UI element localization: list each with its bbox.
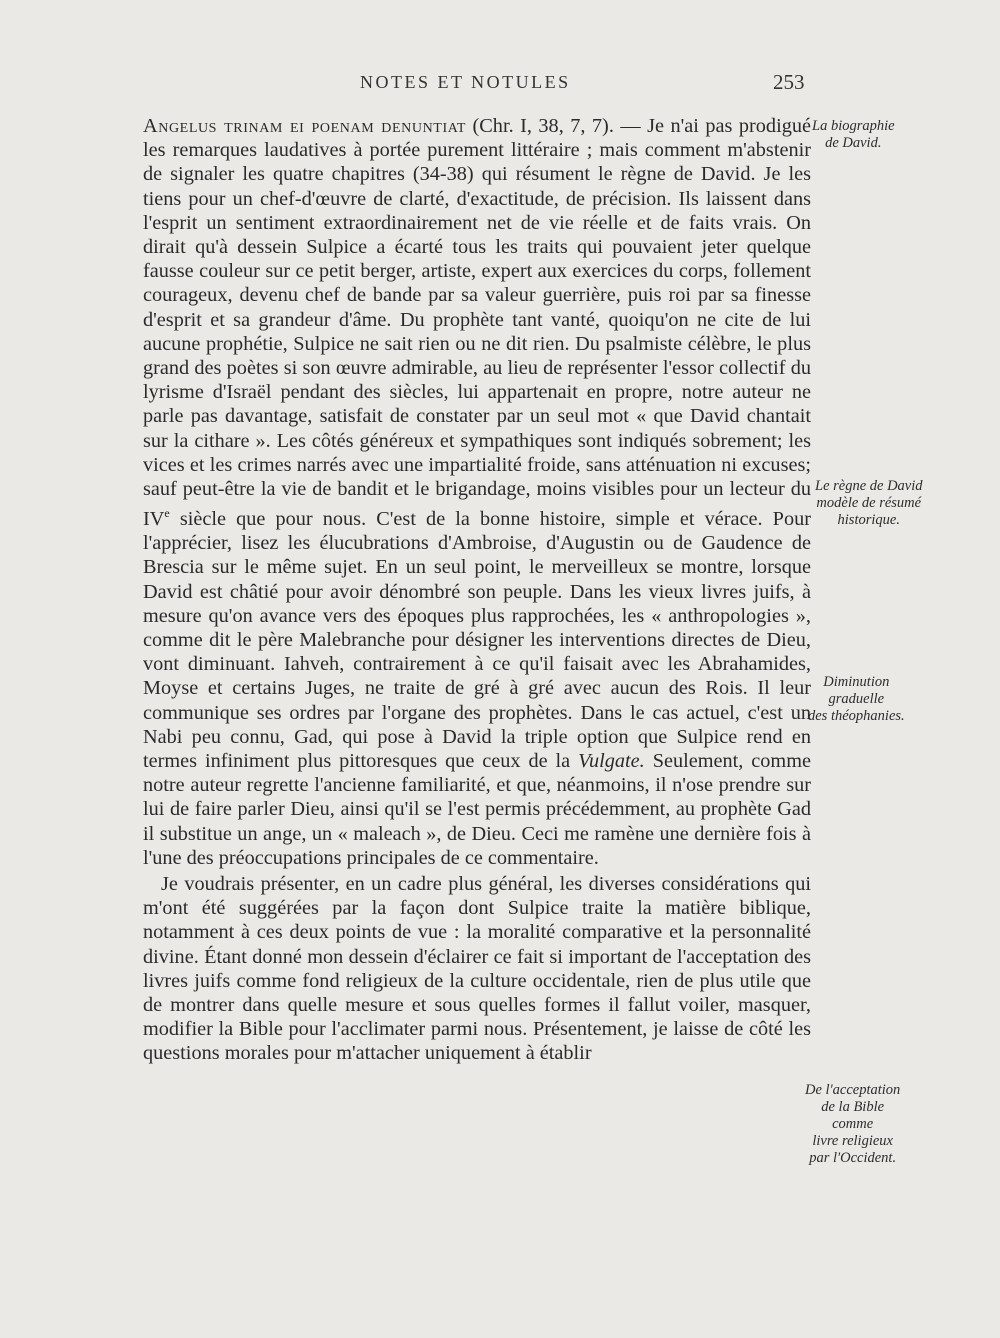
citation: (Chr. I, 38, 7, 7).: [472, 115, 614, 137]
margin-note-line: de David.: [825, 135, 882, 151]
vulgate-title: Vulgate.: [578, 750, 645, 773]
latin-lemma: Angelus trinam ei poenam denuntiat: [143, 115, 467, 137]
margin-note-acceptation: [805, 1082, 900, 1167]
margin-note-line: livre religieux: [812, 1133, 893, 1149]
paragraph-1-text-c: Seulement, comme notre auteur regrette l'ancienne familiarité, et que, néanmoins, il n'ose prendre sur lui de faire parler Dieu, ainsi qu'il se l'est permis précédemment, au prophète Gad il substitue un ange, un « maleach », de Dieu. Ceci me ramène une dernière fois à l'une des préoccupations principales de ce commentaire.: [143, 750, 811, 869]
paragraph-2: Je voudrais présenter, en un cadre plus général, les diverses considérations qui m'ont été suggérées par la façon dont Sulpice traite la matière biblique, notamment à ces deux points de vue : la moralité comparative et la personnalité divine. Étant donné mon dessein d'éclairer ce fait si important de l'acceptation des livres juifs comme fond religieux de la culture occidentale, rien de plus utile que de montrer dans quelle mesure et sous quelles formes il fallut voiler, masquer, modifier la Bible pour l'acclimater parmi nous. Présentement, je laisse de côté les questions morales pour m'attacher uniquement à établir: [143, 873, 811, 1065]
margin-note-regne: [815, 478, 923, 529]
main-text-column: [143, 114, 811, 1066]
margin-note-line: de la Bible: [821, 1099, 885, 1115]
margin-note-line: Diminution: [823, 674, 890, 690]
page-number: 253: [773, 70, 805, 94]
paragraph-1: [143, 114, 811, 870]
running-title: NOTES ET NOTULES: [360, 72, 571, 92]
paragraph-1-text-a: — Je n'ai pas prodigué les remarques laudatives à portée purement littéraire ; mais comment m'abstenir de signaler les quatre chapitres (34-38) qui résument le règne de David. Je les tiens pour un chef-d'œuvre de clarté, d'exactitude, de précision. Ils laissent dans l'esprit un sentiment extraordinairement net de vie réelle et de faits vrais. On dirait qu'à dessein Sulpice a écarté tous les traits qui pouvaient jeter quelque fausse couleur sur ce petit berger, artiste, expert aux exercices du corps, follement courageux, devenu chef de bande par sa valeur guerrière, puis roi par sa finesse d'esprit et sa grandeur d'âme. Du prophète tant vanté, quoiqu'on ne cite de lui aucune prophétie, Sulpice ne sait rien ou ne dit rien. Du psalmiste célèbre, le plus grand des poètes si son œuvre admirable, au lieu de représenter l'essor collectif du lyrisme d'Israël pendant des siècles, lui appartenait en propre, notre auteur ne parle pas davantage, satisfait de constater par un seul mot « que David chantait sur la cithare ». Les côtés généreux et sympathiques sont indiqués sobrement; les vices et les crimes narrés avec une impartialité froide, sans atténuation ni excuses; sauf peut-être la vie de bandit et le brigandage, moins visibles pour un lecteur du: [143, 115, 811, 501]
margin-note-line: graduelle: [828, 691, 885, 707]
margin-note-line: modèle de résumé: [816, 495, 922, 511]
century-superscript: e: [164, 506, 170, 521]
margin-note-line: des théophanies.: [808, 708, 905, 724]
margin-note-biographie: [812, 118, 895, 152]
margin-note-line: historique.: [837, 512, 900, 528]
margin-note-line: La biographie: [812, 118, 895, 134]
margin-note-line: De l'acceptation: [805, 1082, 901, 1098]
margin-note-line: Le règne de David: [815, 478, 923, 494]
margin-note-line: comme: [832, 1116, 874, 1132]
paragraph-1-text-b: siècle que pour nous. C'est de la bonne histoire, simple et véracе. Pour l'apprécier, lisez les élucubrations d'Ambroise, d'Augustin ou de Gaudence de Brescia sur le même sujet. En un seul point, le merveilleux se montre, lorsque David est châtié pour avoir dénombré son peuple. Dans les vieux livres juifs, à mesure qu'on avance vers des époques plus rapprochées, les « anthropologies », comme dit le père Malebranche pour désigner les interventions directes de Dieu, vont diminuant. Iahveh, contrairement à ce qu'il faisait avec les Abrahamides, Moyse et certains Juges, ne traite de gré à gré avec aucun des Rois. Il leur communique ses ordres par l'organe des prophètes. Dans le cas actuel, c'est un Nabi peu connu, Gad, qui pose à David la triple option que Sulpice rend en termes infiniment plus pittoresques que ceux de la: [143, 508, 811, 773]
century-numeral: IV: [143, 508, 165, 531]
margin-note-line: par l'Occident.: [809, 1150, 897, 1166]
margin-note-theophanies: [808, 674, 905, 725]
